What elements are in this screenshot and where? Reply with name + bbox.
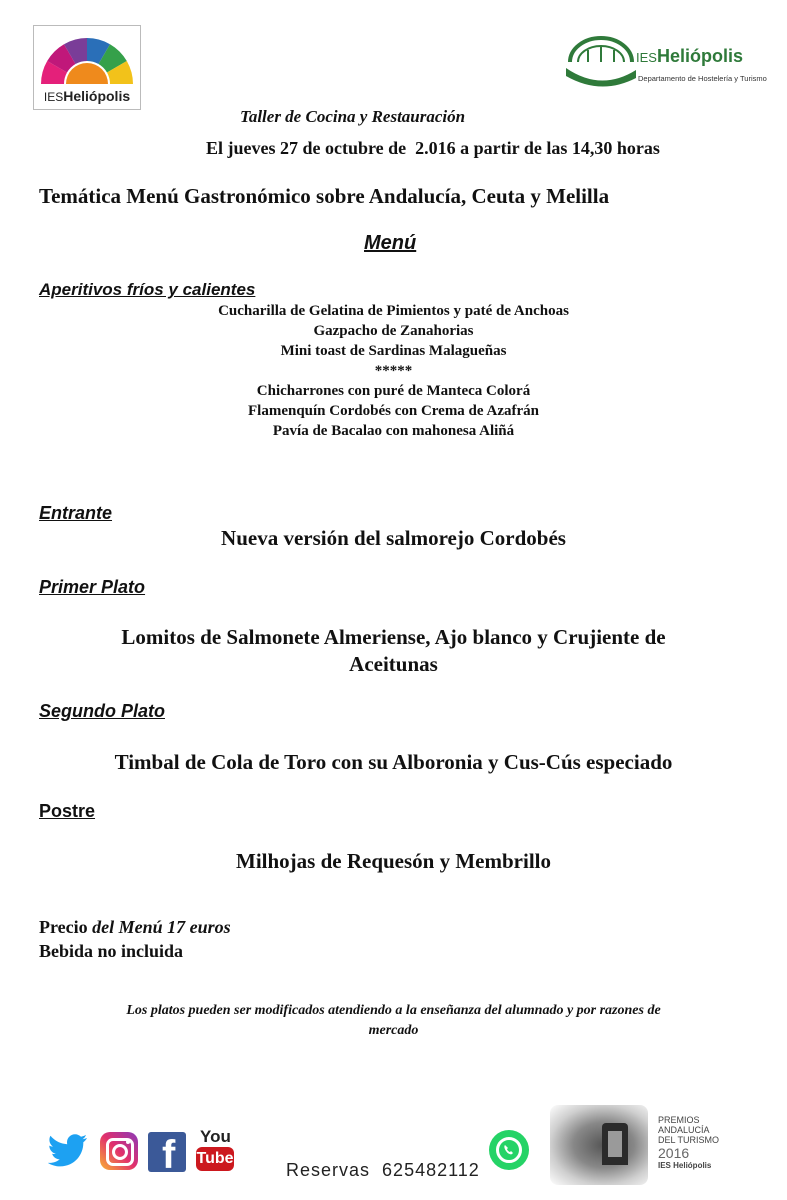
reservas-line xyxy=(286,1160,480,1181)
primer-plato-dish-line2: Aceitunas xyxy=(349,652,438,676)
list-item: Flamenquín Cordobés con Crema de Azafrán xyxy=(248,403,539,419)
logo-left-text: IESHeliópolis xyxy=(43,88,131,104)
facebook-icon[interactable]: f xyxy=(148,1132,186,1172)
date-line: El jueves 27 de octubre de 2.016 a partir de las 14,30 horas xyxy=(206,138,660,158)
theme-title: Temática Menú Gastronómico sobre Andalucía, Ceuta y Melilla xyxy=(39,184,610,208)
ies-heliopolis-logo-left xyxy=(33,25,141,110)
postre-title: Postre xyxy=(39,801,96,821)
list-item: Gazpacho de Zanahorias xyxy=(313,323,474,339)
award-badge xyxy=(550,1105,730,1185)
list-item: Mini toast de Sardinas Malagueñas xyxy=(280,343,507,359)
bridge-logo-icon xyxy=(566,30,636,88)
logo-right-name: IESHeliópolis xyxy=(636,46,743,66)
list-item: Pavía de Bacalao con mahonesa Aliñá xyxy=(272,423,515,439)
list-item: Chicharrones con puré de Manteca Colorá xyxy=(256,383,531,399)
price-line xyxy=(39,917,231,938)
primer-plato-dish-line1: Lomitos de Salmonete Almeriense, Ajo blanco y Crujiente de xyxy=(121,625,666,649)
disclaimer-line1: Los platos pueden ser modificados atendiendo a la enseñanza del alumnado y por razones de xyxy=(126,1003,661,1018)
reservas-phone[interactable]: 625482112 xyxy=(382,1160,480,1180)
list-separator: ***** xyxy=(374,363,413,379)
award-stamp-image xyxy=(550,1105,648,1185)
youtube-icon[interactable]: You Tube xyxy=(196,1127,234,1173)
primer-plato-title: Primer Plato xyxy=(39,577,146,597)
award-text: PREMIOS ANDALUCÍA DEL TURISMO 2016 IES Heliópolis xyxy=(658,1115,720,1170)
logo-right-department: Departamento de Hostelería y Turismo xyxy=(638,74,767,83)
workshop-title: Taller de Cocina y Restauración xyxy=(240,107,466,126)
reservas-label: Reservas xyxy=(286,1160,371,1180)
aperitivos-list xyxy=(0,301,787,441)
price-label: Precio xyxy=(39,917,88,937)
whatsapp-icon[interactable] xyxy=(489,1130,529,1170)
segundo-plato-dish: Timbal de Cola de Toro con su Alboronia y Cus-Cús especiado xyxy=(114,750,673,774)
price-value: del Menú 17 euros xyxy=(92,917,231,937)
entrante-dish: Nueva versión del salmorejo Cordobés xyxy=(221,526,566,550)
segundo-plato-title: Segundo Plato xyxy=(39,701,165,721)
disclaimer-line2: mercado xyxy=(368,1023,419,1038)
primer-plato-dish xyxy=(0,624,787,678)
twitter-icon[interactable] xyxy=(48,1133,88,1167)
entrante-title: Entrante xyxy=(39,503,113,523)
drinks-note: Bebida no incluida xyxy=(39,941,184,961)
menu-title: Menú xyxy=(364,232,417,254)
disclaimer xyxy=(20,1001,767,1041)
rainbow-logo-icon xyxy=(34,28,140,90)
list-item: Cucharilla de Gelatina de Pimientos y paté de Anchoas xyxy=(218,303,569,319)
aperitivos-title: Aperitivos fríos y calientes xyxy=(39,280,256,299)
postre-dish: Milhojas de Requesón y Membrillo xyxy=(236,849,551,873)
instagram-icon[interactable] xyxy=(100,1132,138,1170)
ies-heliopolis-logo-right xyxy=(566,30,766,90)
